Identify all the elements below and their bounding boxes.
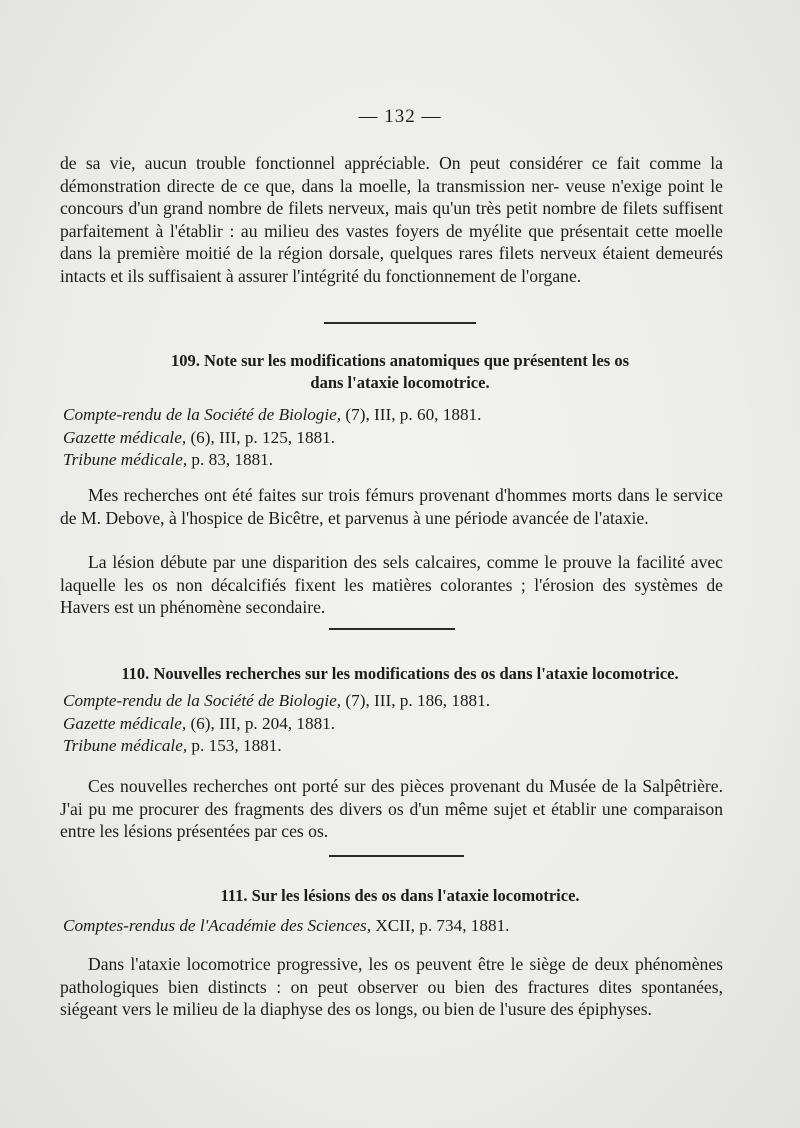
reference-list — [63, 404, 723, 472]
intro-line: des vastes foyers de myélite que présentait cette moelle dans la première moitié — [60, 220, 723, 264]
body-paragraph: Ces nouvelles recherches ont porté sur des pièces provenant du Musée de la Salpêtrière. J'ai pu me procurer des fragments des divers os d'un même sujet et établir une comparaison entre les lésions présentées par ces os. — [60, 776, 723, 842]
body-paragraph: Dans l'ataxie locomotrice progressive, les os peuvent être le siège de deux phénomènes pathologiques bien distincts : on peut observer ou bien des fractures dites spontanées, siégeant vers le milieu de la diaphyse des os longs, ou bien de l'usure des épiphyses. — [60, 954, 723, 1020]
section-title: Note sur les modifications anatomiques que présentent les os — [203, 351, 630, 370]
section-title: Sur les lésions des os dans l'ataxie locomotrice. — [251, 886, 580, 905]
reference — [63, 427, 723, 450]
reference — [63, 915, 723, 938]
section-divider — [324, 322, 476, 324]
intro-line: comme la démonstration directe de ce que, dans la moelle, la transmission ner- — [60, 153, 723, 196]
intro-line: de la région dorsale, quelques rares filets nerveux étaient demeurés intacts et — [60, 243, 724, 286]
intro-line: de sa vie, aucun trouble fonctionnel appréciable. On peut considérer ce fait — [60, 153, 641, 173]
section-heading — [0, 885, 800, 907]
section-heading — [0, 350, 800, 394]
reference-detail: (7), III, p. 186, 1881. — [341, 691, 491, 710]
reference-detail: XCII, p. 734, 1881. — [371, 916, 510, 935]
section-divider — [329, 628, 455, 630]
reference-detail: (7), III, p. 60, 1881. — [341, 405, 482, 424]
reference — [63, 449, 723, 472]
reference-source: Compte-rendu de la Société de Biologie, — [63, 691, 342, 710]
section-number: 110. — [121, 664, 150, 683]
page-number: — 132 — — [358, 106, 442, 127]
reference-source: Gazette médicale, — [63, 713, 187, 733]
reference — [63, 690, 723, 713]
section-number: 109. — [170, 351, 200, 370]
section-heading — [0, 663, 800, 685]
reference-detail: p. 153, 1881. — [187, 736, 282, 756]
section-title: Nouvelles recherches sur les modifications des os dans l'ataxie locomotrice. — [153, 664, 679, 683]
reference — [63, 713, 723, 736]
reference-source: Comptes-rendus de l'Académie des Sciences, — [63, 916, 372, 935]
reference-detail: p. 83, 1881. — [187, 450, 274, 470]
reference-source: Compte-rendu de la Société de Biologie, — [63, 405, 342, 424]
section-divider — [329, 855, 464, 857]
reference-source: Tribune médicale, — [63, 736, 188, 756]
body-paragraph: Mes recherches ont été faites sur trois fémurs provenant d'hommes morts dans le service de M. Debove, à l'hospice de Bicêtre, et parvenus à une période avancée de l'ataxie. — [60, 485, 723, 528]
body-paragraph: La lésion débute par une disparition des sels calcaires, comme le prouve la facilité avec laquelle les os non décalcifiés fixent les matières colorantes ; l'érosion des systèmes de Havers est un phénomène secondaire. — [60, 552, 723, 618]
intro-line: veuse n'exige point le concours d'un grand nombre de filets nerveux, mais — [60, 175, 723, 219]
section-title-continued: dans l'ataxie locomotrice. — [310, 373, 490, 392]
reference-source: Tribune médicale, — [63, 450, 188, 470]
reference-detail: (6), III, p. 204, 1881. — [186, 713, 336, 733]
intro-paragraph — [60, 152, 723, 288]
reference-list — [63, 915, 723, 938]
reference-detail: (6), III, p. 125, 1881. — [186, 427, 336, 447]
reference-source: Gazette médicale, — [63, 427, 187, 447]
intro-line: ils suffisaient à assurer l'intégrité du fonctionnement de l'organe. — [127, 265, 582, 286]
section-number: 111. — [220, 886, 248, 905]
reference — [63, 404, 723, 427]
intro-line: qu'un très petit nombre de filets suffisent parfaitement à l'établir : au milieu — [60, 198, 723, 241]
reference-list — [63, 690, 723, 758]
reference — [63, 735, 723, 758]
